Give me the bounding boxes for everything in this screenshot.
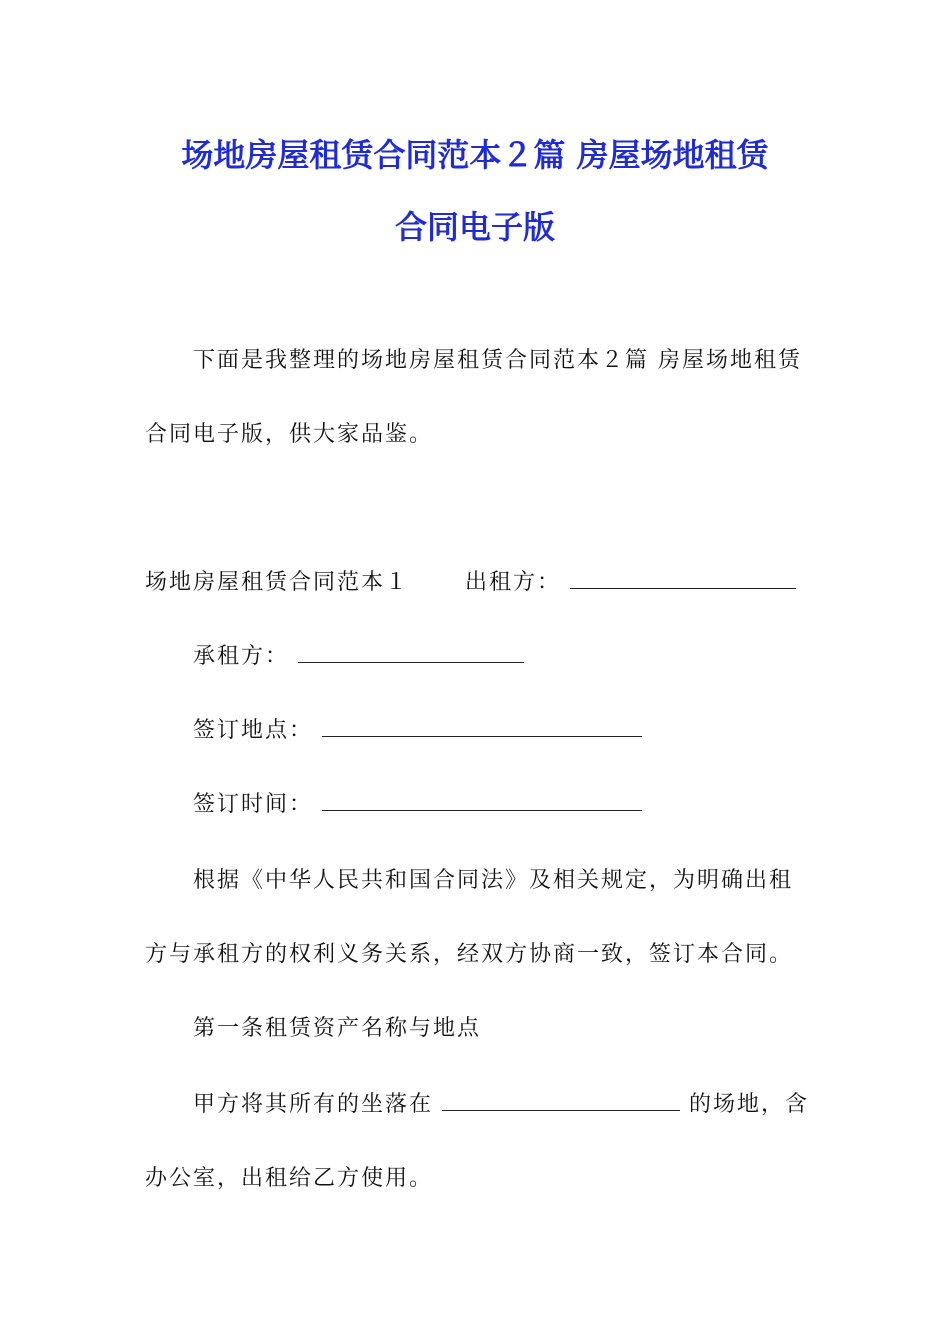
lessor-label: 出租方： <box>465 570 562 595</box>
lessor-blank <box>570 568 796 589</box>
article-1-text-before: 甲方将其所有的坐落在 <box>193 1092 434 1117</box>
contract-heading: 场地房屋租赁合同范本１ <box>145 570 410 595</box>
preamble-line-2: 方与承租方的权利义务关系，经双方协商一致，签订本合同。 <box>145 942 794 967</box>
location-blank <box>442 1090 680 1111</box>
document-title-line-2: 合同电子版 <box>394 208 555 246</box>
document-title-line-1: 场地房屋租赁合同范本２篇 房屋场地租赁 <box>181 136 769 174</box>
sign-time-row <box>193 790 642 820</box>
article-1-title: 第一条租赁资产名称与地点 <box>193 1016 482 1041</box>
lessee-label: 承租方： <box>193 644 290 669</box>
intro-line-2: 合同电子版，供大家品鉴。 <box>145 422 434 447</box>
sign-place-blank <box>322 716 642 737</box>
sign-place-row <box>193 716 642 746</box>
article-1-line-1 <box>193 1090 809 1120</box>
sign-time-blank <box>322 790 642 811</box>
lessee-blank <box>298 642 524 663</box>
lessee-row <box>193 642 524 672</box>
intro-line-1: 下面是我整理的场地房屋租赁合同范本２篇 房屋场地租赁 <box>193 348 802 373</box>
contract-heading-row <box>145 568 796 598</box>
sign-time-label: 签订时间： <box>193 792 314 817</box>
article-1-text-after: 的场地，含 <box>689 1092 810 1117</box>
sign-place-label: 签订地点： <box>193 718 314 743</box>
preamble-line-1: 根据《中华人民共和国合同法》及相关规定，为明确出租 <box>193 868 794 893</box>
article-1-line-2: 办公室，出租给乙方使用。 <box>145 1166 434 1191</box>
